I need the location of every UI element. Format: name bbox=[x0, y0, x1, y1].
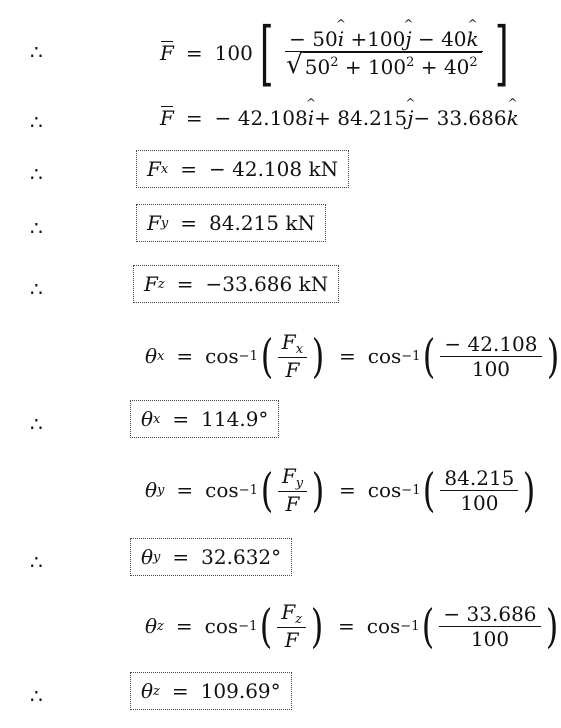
left-bracket: [ bbox=[259, 12, 274, 94]
fz-box: F z = −33.686 kN bbox=[133, 265, 339, 303]
equation-theta-z bbox=[0, 596, 558, 656]
fx-value: − 42.108 kN bbox=[209, 157, 339, 181]
therefore-symbol: ∴ bbox=[30, 412, 43, 436]
theta-y-box: θ y = 32.632° bbox=[130, 538, 292, 576]
theta-z-expression: θ z = cos −1 ( $\frac{F_z}{F}$ ) = cos −1 ( $\frac{- 33.686}{100}$ ) bbox=[145, 599, 558, 653]
fraction-numerator: − 50^ i +100^ j − 40^ k bbox=[285, 27, 483, 52]
fz-value: −33.686 kN bbox=[205, 272, 329, 296]
theta-x-expression: θ x = cos −1 ( $\frac{F_x}{F}$ ) = cos −1 ( $\frac{- 42.108}{100}$ ) bbox=[145, 329, 559, 383]
equation-theta-x bbox=[0, 326, 559, 386]
theta-x-value: 114.9° bbox=[201, 407, 269, 431]
result-fy bbox=[0, 204, 544, 248]
theta-x-box: θ x = 114.9° bbox=[130, 400, 279, 438]
result-theta-x bbox=[0, 400, 544, 444]
equation-force-vector bbox=[0, 12, 544, 94]
therefore-symbol: ∴ bbox=[30, 216, 43, 240]
equals-sign: = bbox=[185, 41, 203, 65]
fy-box: F y = 84.215 kN bbox=[136, 204, 326, 242]
fx-box: F x = − 42.108 kN bbox=[136, 150, 349, 188]
theta-y-expression: θ y = cos −1 ( $\frac{F_y}{F}$ ) = cos −1 ( $\frac{84.215}{100}$ ) bbox=[145, 463, 536, 517]
therefore-symbol: ∴ bbox=[30, 550, 43, 574]
result-fz bbox=[0, 265, 544, 309]
result-theta-y bbox=[0, 538, 544, 582]
force-vector-expression bbox=[160, 12, 515, 94]
therefore-symbol: ∴ bbox=[30, 277, 43, 301]
therefore-symbol: ∴ bbox=[30, 40, 43, 64]
therefore-symbol: ∴ bbox=[30, 110, 43, 134]
theta-y-value: 32.632° bbox=[201, 545, 282, 569]
therefore-symbol: ∴ bbox=[30, 162, 43, 186]
force-vector-symbol: F bbox=[160, 41, 174, 65]
theta-z-box: θ z = 109.69° bbox=[130, 672, 292, 710]
result-theta-z bbox=[0, 672, 544, 716]
equation-force-components bbox=[0, 102, 544, 142]
equation-theta-y bbox=[0, 460, 544, 520]
coefficient: 100 bbox=[214, 41, 253, 65]
theta-z-value: 109.69° bbox=[200, 679, 281, 703]
unit-vector-fraction bbox=[282, 27, 485, 79]
right-bracket: ] bbox=[494, 12, 509, 94]
therefore-symbol: ∴ bbox=[30, 684, 43, 708]
fraction-denominator: √ $50^2 + 100^2 + 40^2$ bbox=[282, 52, 485, 79]
fy-value: 84.215 kN bbox=[209, 211, 315, 235]
result-fx bbox=[0, 150, 544, 194]
force-components-expression: F = − 42.108 ^ i + 84.215 ^ j − 33.686 ^ k bbox=[160, 106, 519, 130]
